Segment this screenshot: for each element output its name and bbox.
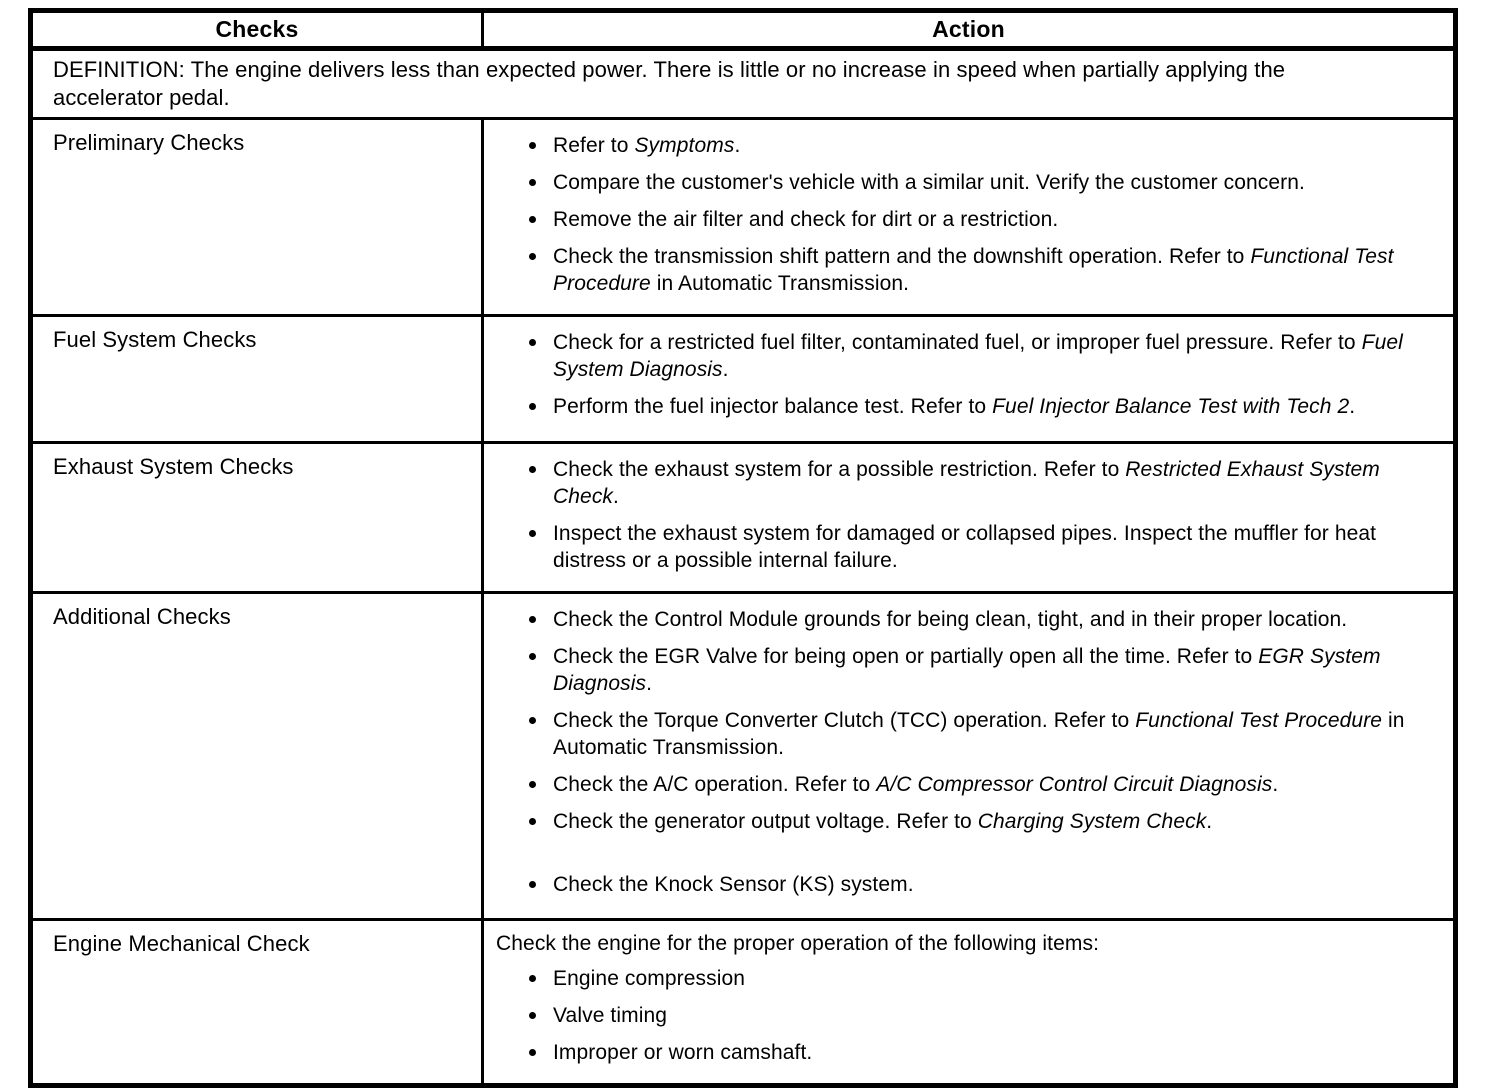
action-cell xyxy=(483,316,1456,443)
action-item xyxy=(496,808,1437,835)
definition-row xyxy=(31,49,1456,119)
action-cell xyxy=(483,593,1456,920)
action-item xyxy=(496,243,1437,297)
action-item xyxy=(496,520,1437,574)
bullet-icon xyxy=(529,881,536,888)
bullet-icon xyxy=(529,530,536,537)
action-item xyxy=(496,643,1437,697)
diagnostic-table xyxy=(28,8,1458,1088)
action-text: Check the exhaust system for a possible restriction. Refer to Restricted Exhaust System Check. xyxy=(553,458,1380,508)
bullet-icon xyxy=(529,653,536,660)
action-item xyxy=(496,1002,1437,1029)
bullet-icon xyxy=(529,466,536,473)
action-text: Check the transmission shift pattern and the downshift operation. Refer to Functional Test Procedure in Automatic Transmission. xyxy=(553,245,1394,295)
action-text: Refer to Symptoms. xyxy=(553,134,741,157)
bullet-icon xyxy=(529,616,536,623)
bullet-icon xyxy=(529,403,536,410)
action-item xyxy=(496,393,1437,420)
table-row xyxy=(31,920,1456,1086)
bullet-icon xyxy=(529,1012,536,1019)
action-text: Check the A/C operation. Refer to A/C Compressor Control Circuit Diagnosis. xyxy=(553,773,1279,796)
table-body xyxy=(31,49,1456,1086)
bullet-icon xyxy=(529,142,536,149)
check-label: Preliminary Checks xyxy=(31,119,483,316)
action-item xyxy=(496,771,1437,798)
action-text: Improper or worn camshaft. xyxy=(553,1041,813,1064)
bullet-icon xyxy=(529,818,536,825)
check-label: Exhaust System Checks xyxy=(31,443,483,593)
bullet-icon xyxy=(529,1049,536,1056)
definition-text: DEFINITION: The engine delivers less than expected power. There is little or no increase in speed when partially applying the accelerator pedal. xyxy=(31,49,1456,119)
bullet-icon xyxy=(529,339,536,346)
action-item xyxy=(496,132,1437,159)
check-label: Additional Checks xyxy=(31,593,483,920)
action-text: Check the Knock Sensor (KS) system. xyxy=(553,873,914,896)
bullet-icon xyxy=(529,253,536,260)
check-label: Fuel System Checks xyxy=(31,316,483,443)
action-text: Check for a restricted fuel filter, contaminated fuel, or improper fuel pressure. Refer to Fuel System Diagnosis. xyxy=(553,331,1403,381)
action-item xyxy=(496,456,1437,510)
action-text: Check the Torque Converter Clutch (TCC) operation. Refer to Functional Test Procedure in Automatic Transmission. xyxy=(553,709,1405,759)
check-label: Engine Mechanical Check xyxy=(31,920,483,1086)
table-row xyxy=(31,316,1456,443)
header-row xyxy=(31,11,1456,49)
action-item xyxy=(496,329,1437,383)
action-text: Compare the customer's vehicle with a similar unit. Verify the customer concern. xyxy=(553,171,1305,194)
action-item xyxy=(496,707,1437,761)
action-text: Perform the fuel injector balance test. Refer to Fuel Injector Balance Test with Tech 2. xyxy=(553,395,1356,418)
bullet-icon xyxy=(529,781,536,788)
bullet-icon xyxy=(529,216,536,223)
action-cell xyxy=(483,920,1456,1086)
action-item xyxy=(496,965,1437,992)
bullet-icon xyxy=(529,975,536,982)
action-intro: Check the engine for the proper operation of the following items: xyxy=(496,932,1100,955)
action-item xyxy=(496,169,1437,196)
checks-column-header: Checks xyxy=(31,11,483,49)
action-text: Check the EGR Valve for being open or partially open all the time. Refer to EGR System Diagnosis. xyxy=(553,645,1381,695)
action-text: Engine compression xyxy=(553,967,746,990)
action-text: Check the Control Module grounds for being clean, tight, and in their proper location. xyxy=(553,608,1348,631)
action-text: Inspect the exhaust system for damaged or collapsed pipes. Inspect the muffler for heat distress or a possible internal failure. xyxy=(553,522,1377,572)
table-row xyxy=(31,443,1456,593)
action-cell xyxy=(483,443,1456,593)
action-text: Remove the air filter and check for dirt or a restriction. xyxy=(553,208,1059,231)
action-item xyxy=(496,871,1437,898)
table-row xyxy=(31,593,1456,920)
action-text: Check the generator output voltage. Refer to Charging System Check. xyxy=(553,810,1213,833)
action-cell xyxy=(483,119,1456,316)
action-item xyxy=(496,206,1437,233)
action-item xyxy=(496,1039,1437,1066)
bullet-icon xyxy=(529,717,536,724)
action-column-header: Action xyxy=(483,11,1456,49)
bullet-icon xyxy=(529,179,536,186)
action-text: Valve timing xyxy=(553,1004,668,1027)
action-item xyxy=(496,606,1437,633)
table-row xyxy=(31,119,1456,316)
